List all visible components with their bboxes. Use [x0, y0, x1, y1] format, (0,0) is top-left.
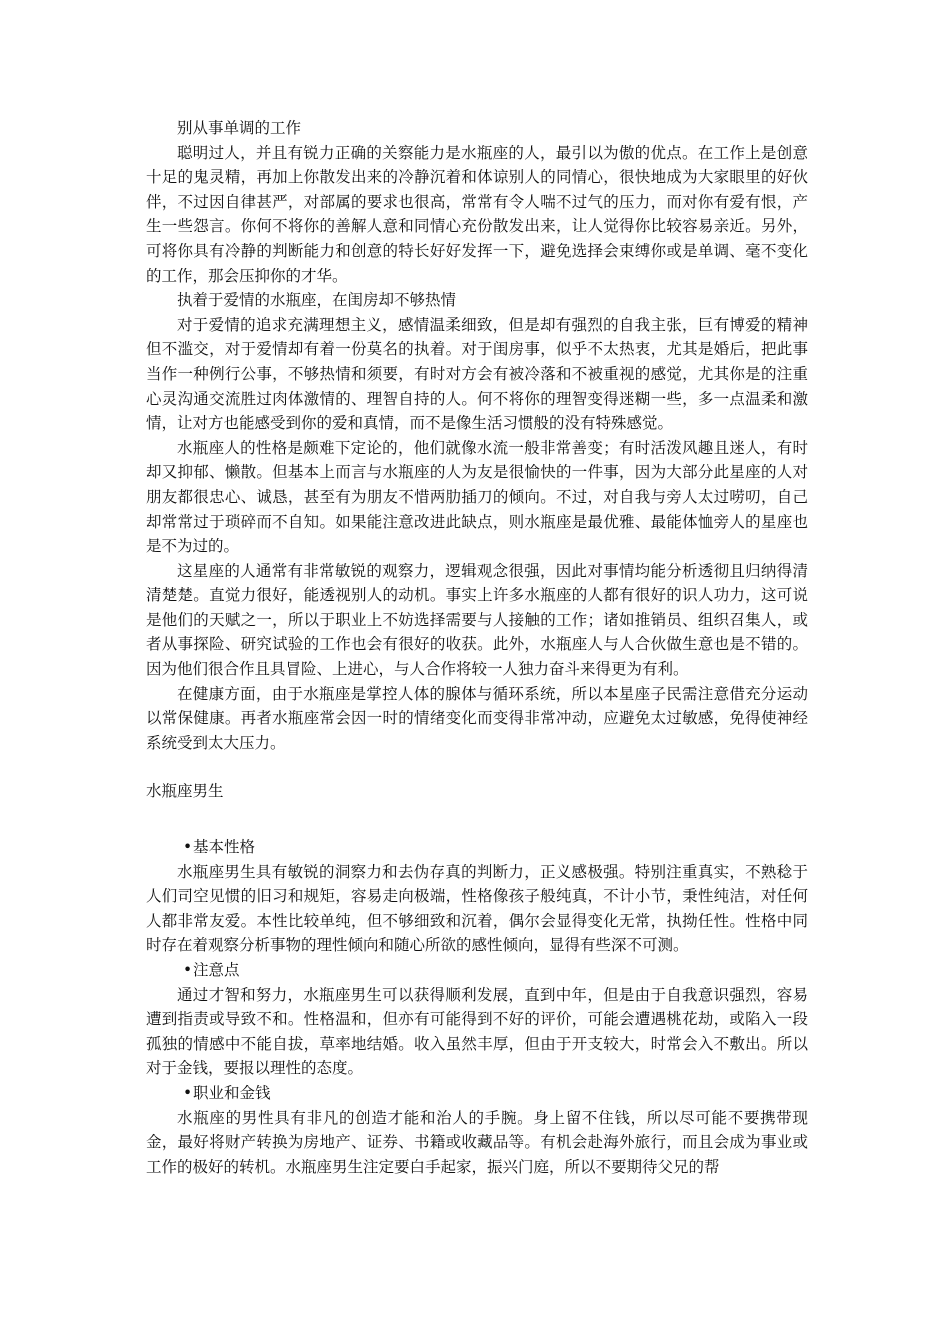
bullet-career-money [146, 1081, 808, 1106]
heading-work: 别从事单调的工作 [177, 119, 302, 137]
bullet-basic-personality [146, 835, 808, 860]
paragraph-work: 聪明过人，并且有锐力正确的关察能力是水瓶座的人，最引以为傲的优点。在工作上是创意十足的鬼灵精，再加上你散发出来的冷静沉着和体谅别人的同情心，很快地成为大家眼里的好伙伴，不过因自律甚严，对部属的要求也很高，常常有令人喘不过气的压力，而对你有爱有恨，产生一些怨言。你何不将你的善解人意和同情心充份散发出来，让人觉得你比较容易亲近。另外，可将你具有冷静的判断能力和创意的特长好好发挥一下，避免选择会束缚你或是单调、毫不变化的工作，那会压抑你的才华。 [146, 143, 808, 285]
section-title-male: 水瓶座男生 [146, 782, 224, 801]
bullet-label-career: 职业和金钱 [193, 1083, 271, 1102]
paragraph-career-money: 水瓶座的男性具有非凡的创造才能和治人的手腕。身上留不住钱，所以尽可能不要携带现金，最好将财产转换为房地产、证券、书籍或收藏品等。有机会赴海外旅行，而且会成为事业或工作的极好的转机。水瓶座男生注定要白手起家，振兴门庭，所以不要期待父兄的帮 [146, 1108, 808, 1176]
paragraph-basic-personality: 水瓶座男生具有敏锐的洞察力和去伪存真的判断力，正义感极强。特别注重真实，不熟稔于人们司空见惯的旧习和规矩，容易走向极端，性格像孩子般纯真，不计小节，秉性纯洁，对任何人都非常友爱。本性比较单纯，但不够细致和沉着，偶尔会显得变化无常，执拗任性。性格中同时存在着观察分析事物的理性倾向和随心所欲的感性倾向，显得有些深不可测。 [146, 862, 808, 955]
bullet-dot-icon: • [183, 1083, 193, 1102]
paragraph-character: 水瓶座人的性格是颇难下定论的，他们就像水流一般非常善变；有时活泼风趣且迷人，有时却又抑郁、懒散。但基本上而言与水瓶座的人为友是很愉快的一件事，因为大部分此星座的人对朋友都很忠心、诚恳，甚至有为朋友不惜两肋插刀的倾向。不过，对自我与旁人太过唠叨，自己却常常过于琐碎而不自知。如果能注意改进此缺点，则水瓶座是最优雅、最能体恤旁人的星座也是不为过的。 [146, 438, 808, 556]
heading-love: 执着于爱情的水瓶座，在闺房却不够热情 [177, 291, 457, 310]
bullet-notice [146, 958, 808, 983]
paragraph-notice: 通过才智和努力，水瓶座男生可以获得顺利发展，直到中年，但是由于自我意识强烈，容易遭到指责或导致不和。性格温和，但亦有可能得到不好的评价，可能会遭遇桃花劫，或陷入一段孤独的情感中不能自拔，草率地结婚。收入虽然丰厚，但由于开支较大，时常会入不敷出。所以对于金钱，要报以理性的态度。 [146, 985, 808, 1078]
bullet-label-basic: 基本性格 [193, 838, 256, 857]
paragraph-observation: 这星座的人通常有非常敏锐的观察力，逻辑观念很强，因此对事情均能分析透彻且归纳得清清楚楚。直觉力很好，能透视别人的动机。事实上许多水瓶座的人都有很好的识人功力，这可说是他们的天赋之一，所以于职业上不妨选择需要与人接触的工作；诸如推销员、组织召集人，或者从事探险、研究试验的工作也会有很好的收获。此外，水瓶座人与人合伙做生意也是不错的。因为他们很合作且具冒险、上进心，与人合作将较一人独力奋斗来得更为有利。 [146, 561, 808, 679]
bullet-dot-icon: • [183, 838, 193, 857]
bullet-dot-icon: • [183, 961, 193, 979]
bullet-label-notice: 注意点 [193, 961, 240, 979]
paragraph-health: 在健康方面，由于水瓶座是掌控人体的腺体与循环系统，所以本星座子民需注意借充分运动以常保健康。再者水瓶座常会因一时的情绪变化而变得非常冲动，应避免太过敏感，免得使神经系统受到太大压力。 [146, 684, 808, 752]
paragraph-love: 对于爱情的追求充满理想主义，感情温柔细致，但是却有强烈的自我主张，巨有博爱的精神但不滥交，对于爱情却有着一份莫名的执着。对于闺房事，似乎不太热衷，尤其是婚后，把此事当作一种例行公事，不够热情和须要，有时对方会有被冷落和不被重视的感觉，尤其你是的注重心灵沟通交流胜过肉体激情的、理智自持的人。何不将你的理智变得迷糊一些，多一点温柔和激情，让对方也能感受到你的爱和真情，而不是像生活习惯般的没有特殊感觉。 [146, 315, 808, 433]
document-body [146, 116, 808, 1179]
